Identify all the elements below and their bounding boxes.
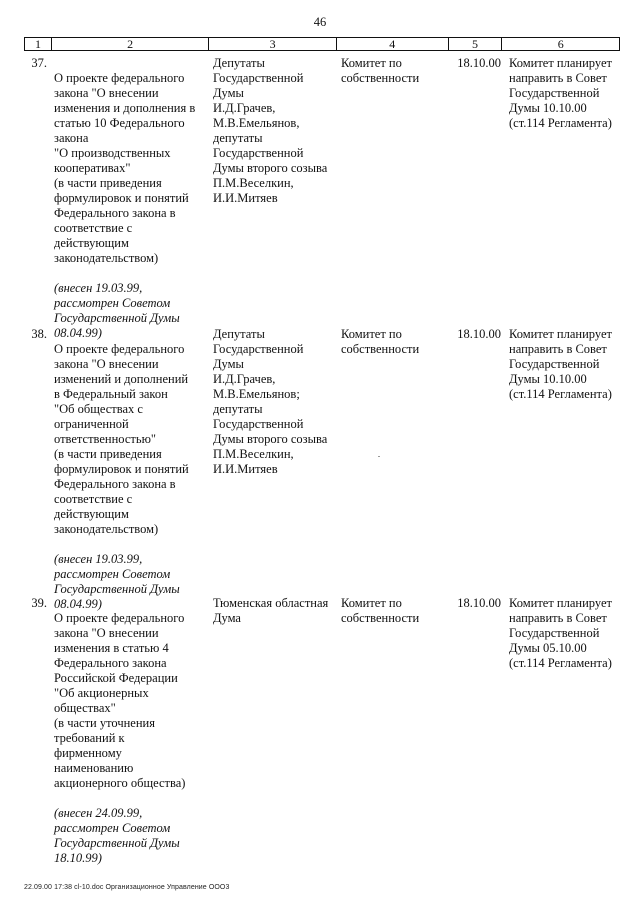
page-number: 46 [313, 15, 327, 29]
entry-date: 18.10.00 [457, 596, 501, 610]
table-header-row [24, 37, 620, 51]
entry-plan: Комитет планирует направить в Совет Государственной Думы 10.10.00 (ст.114 Регламента) [509, 327, 612, 401]
table-row [24, 327, 620, 627]
entry-submission-note: (внесен 19.03.99, рассмотрен Советом Государственной Думы 08.04.99) [54, 281, 180, 340]
column-number-1: 1 [25, 38, 52, 50]
entry-title [51, 327, 209, 627]
entry-title-text: О проекте федерального закона "О внесении изменения и дополнения в статью 10 Федерального закона "О производственных кооперативах" (в части приведения формулировок и понятий Федерального закона в соответствие с действующим законодательством) [54, 71, 196, 265]
table-row [24, 596, 620, 881]
entry-authors: Депутаты Государственной Думы И.Д.Грачев, М.В.Емельянов; депутаты Государственной Думы второго созыва П.М.Веселкин, И.И.Митяев [213, 327, 328, 476]
entry-plan: Комитет планирует направить в Совет Государственной Думы 05.10.00 (ст.114 Регламента) [509, 596, 612, 670]
column-number-5: 5 [449, 38, 503, 50]
entry-committee: Комитет по собственности [341, 56, 420, 85]
entry-title-text: О проекте федерального закона "О внесении изменения в статью 4 Федерального закона Российской Федерации "Об акционерных обществах" (в части уточнения требований к фирменному наименованию акционерного общества) [54, 611, 186, 790]
entry-title [51, 56, 209, 356]
entry-title [51, 596, 209, 881]
entry-date: 18.10.00 [457, 56, 501, 70]
entry-committee: Комитет по собственности [341, 596, 420, 625]
entry-number: 39. [31, 596, 47, 610]
page-footer: 22.09.00 17:38 cl-10.doc Организационное Управление ООО3 [24, 884, 230, 891]
entry-authors: Депутаты Государственной Думы И.Д.Грачев, М.В.Емельянов, депутаты Государственной Думы второго созыва П.М.Веселкин, И.И.Митяев [213, 56, 328, 205]
column-number-4: 4 [337, 38, 449, 50]
entry-plan: Комитет планирует направить в Совет Государственной Думы 10.10.00 (ст.114 Регламента) [509, 56, 612, 130]
entry-authors: Тюменская областная Дума [213, 596, 329, 625]
entry-number: 38. [31, 327, 47, 341]
entry-date: 18.10.00 [457, 327, 501, 341]
entry-committee: Комитет по собственности [341, 327, 420, 356]
table-row [24, 56, 620, 356]
entry-number: 37. [31, 56, 47, 70]
column-number-6: 6 [557, 37, 564, 51]
entry-submission-note: (внесен 19.03.99, рассмотрен Советом Государственной Думы 08.04.99) [54, 552, 180, 611]
entry-submission-note: (внесен 24.09.99, рассмотрен Советом Государственной Думы 18.10.99) [54, 806, 180, 865]
scan-speck [378, 456, 380, 457]
column-number-2: 2 [52, 38, 209, 50]
column-number-3: 3 [209, 38, 337, 50]
entry-title-text: О проекте федерального закона "О внесении изменений и дополнений в Федеральный закон "Об обществах с ограниченной ответственностью" (в части приведения формулировок и понятий Федерального закона в соответствие с действующим законодательством) [54, 342, 189, 536]
